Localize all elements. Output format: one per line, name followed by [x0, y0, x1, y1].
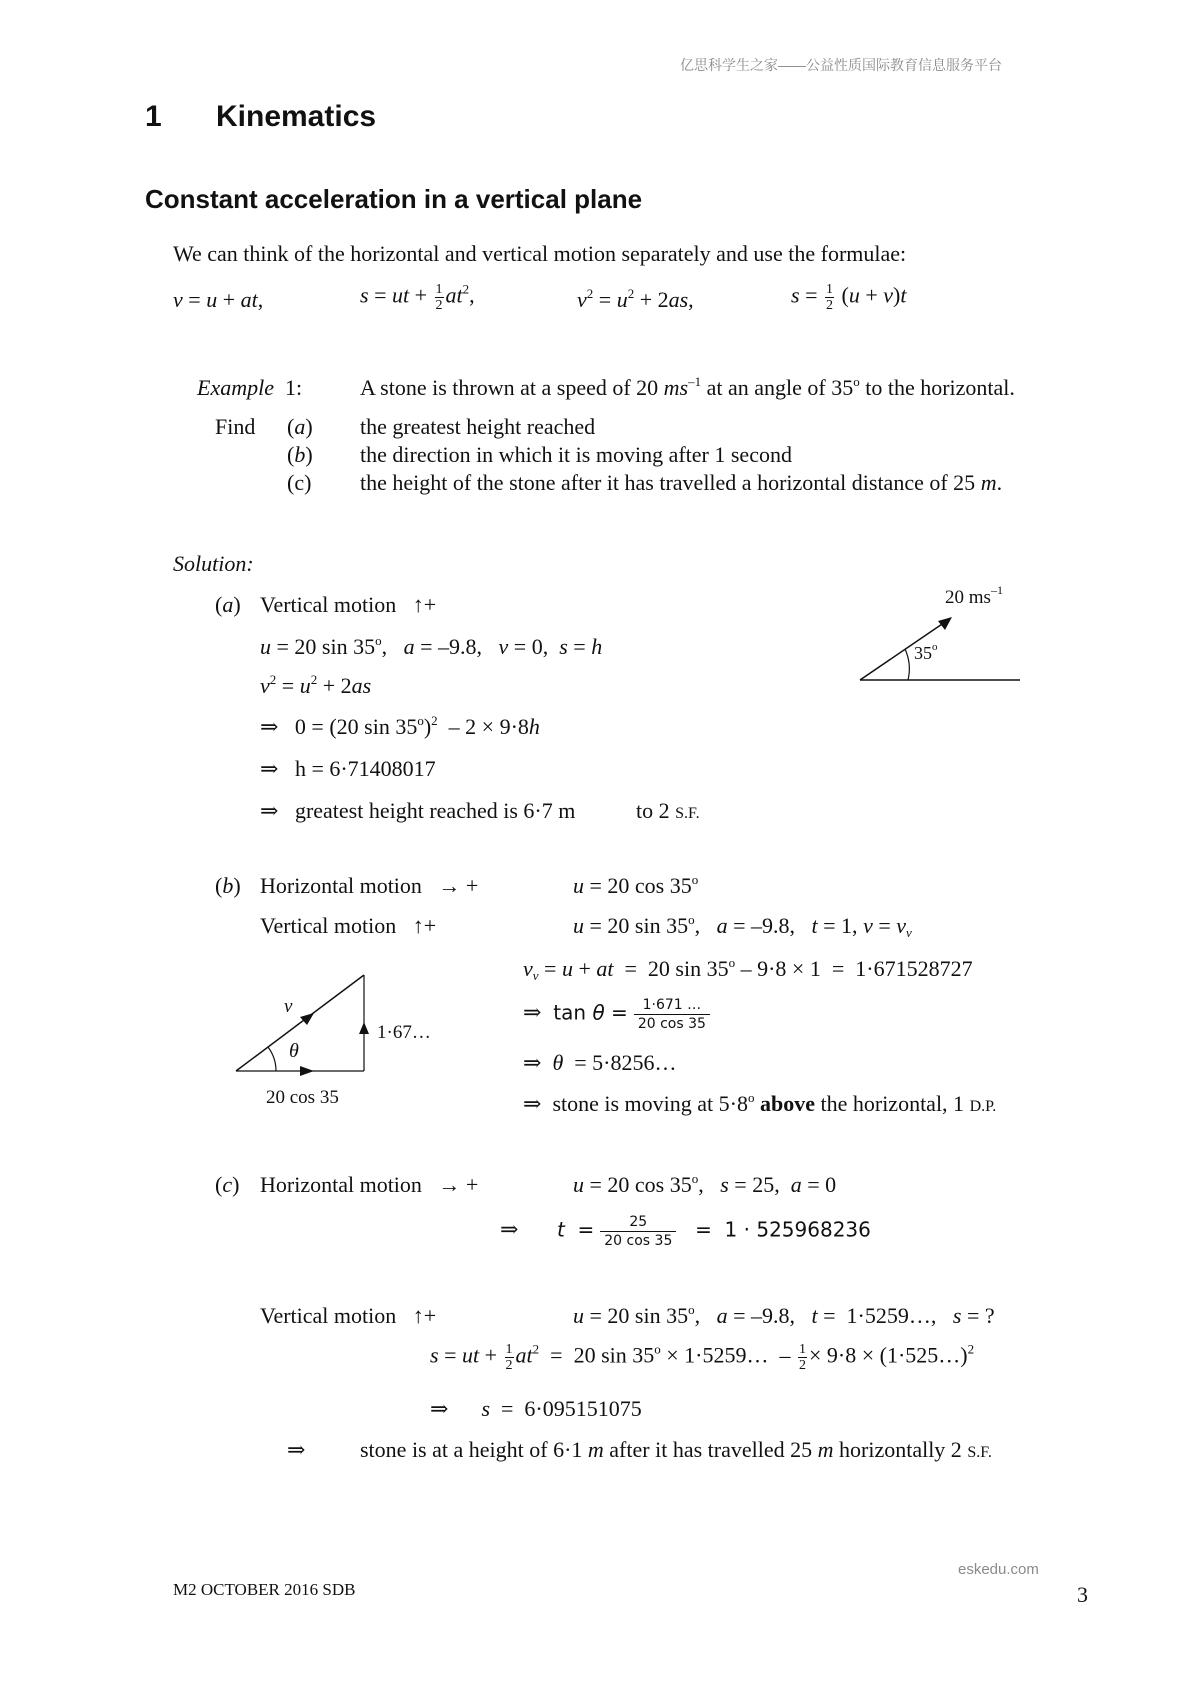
sol-b-theta: ⇒ θ = 5·8256…	[523, 1050, 677, 1075]
footer-watermark: eskedu.com	[958, 1561, 1039, 1578]
sol-c-vertical-eq: u = 20 sin 35$^o$, a = –9.8, t = 1·5259…, s = ?	[573, 1302, 995, 1328]
sol-b-vertical: Vertical motion ↑+	[260, 913, 437, 938]
sol-b-horizontal: Horizontal motion → +	[260, 873, 479, 898]
diagram-b-theta: θ	[289, 1040, 299, 1062]
base-arrow-icon	[300, 1066, 314, 1076]
sol-c-s-value: ⇒ s = 6·095151075	[430, 1396, 642, 1421]
sol-c-arrow: ⇒	[287, 1437, 306, 1462]
header-watermark: 亿思科学生之家——公益性质国际教育信息服务平台	[680, 57, 1002, 73]
part-a-label: (a)	[287, 414, 313, 439]
vertical-arrow-icon	[359, 1022, 369, 1034]
velocity-diagram-a	[850, 585, 1030, 685]
angle-arc-b	[268, 1047, 276, 1071]
velocity-triangle-b	[230, 965, 380, 1085]
angle-arc	[905, 649, 909, 680]
sol-a-line4: ⇒ h = 6·71408017	[260, 756, 436, 781]
arrow-head-icon	[938, 617, 952, 630]
chapter-title: Kinematics	[216, 100, 377, 133]
sol-b-conclusion: ⇒ stone is moving at $5\cdot 8^o$ above the horizontal, 1 D.P.	[523, 1090, 997, 1116]
footer-left: M2 OCTOBER 2016 SDB	[173, 1580, 356, 1599]
example-statement: A stone is thrown at a speed of 20 $ms^{-1}$ at an angle of 35$^o$ to the horizontal.	[360, 374, 1015, 400]
part-c-text: the height of the stone after it has travelled a horizontal distance of 25 m.	[360, 470, 1003, 495]
diagram-a-speed: 20 $ms^{-1}$	[945, 583, 1003, 608]
sol-c-s-eq: s = ut + $\frac{1}{2}$ $at^2 = 20$ $\sin 35^o$ × 1·5259… – $\frac{1}{2}$ × 9·8 × (1·525…)$^2$	[430, 1341, 975, 1373]
part-b-text: the direction in which it is moving after 1 second	[360, 442, 792, 467]
sol-a-sf: to 2 S.F.	[636, 798, 700, 823]
sol-a-title: Vertical motion ↑+	[260, 592, 437, 617]
part-c-label: (c)	[287, 470, 312, 495]
chapter-number: 1	[145, 100, 162, 133]
sol-a-line3: ⇒ 0 = (20 sin 35$^o$)$^2$ – 2 × 9·8h	[260, 713, 540, 739]
sol-c-conclusion: stone is at a height of 6·1 m after it has travelled 25 m horizontally 2 S.F.	[360, 1437, 992, 1462]
diagram-a-angle: 35$^o$	[914, 641, 938, 663]
sol-c-horizontal: Horizontal motion → +	[260, 1172, 479, 1197]
diagram-b-base: 20 cos 35	[266, 1087, 339, 1108]
solution-label: Solution:	[173, 551, 254, 576]
intro-text: We can think of the horizontal and vertical motion separately and use the formulae:	[173, 241, 907, 266]
sol-a-conclusion: ⇒ greatest height reached is 6·7 m	[260, 798, 576, 823]
find-label: Find	[215, 414, 256, 439]
sol-b-tan: ⇒ tan θ = $\frac{1\cdot 671 \dots}{20 \cos 35}$	[523, 996, 716, 1033]
sol-c-time: ⇒ t = $\frac{25}{20 \cos 35}$ = 1 · 525968236	[500, 1214, 871, 1249]
diagram-b-v: v	[284, 996, 293, 1017]
hyp-arrow-icon	[300, 1013, 314, 1025]
sol-b-vertical-eq: u = 20 sin 35$^o$, a = –9.8, t = 1, $v = v_v$	[573, 912, 912, 940]
sol-a-line2: $v^2 = u^2 + 2as$	[260, 672, 372, 698]
page-number: 3	[1077, 1582, 1088, 1607]
formula-1: v = u + at,	[173, 287, 264, 312]
section-title: Constant acceleration in a vertical plane	[145, 184, 643, 214]
formula-3: $v^2 = u^2 + 2as$,	[577, 286, 694, 312]
diagram-b-vertical: 1·67…	[377, 1022, 431, 1043]
part-a-text: the greatest height reached	[360, 414, 596, 439]
sol-b-vv: $v_v = u$ + at = 20 sin 35$^o$ – 9·8 × 1 = 1·671528727	[523, 955, 973, 983]
sol-a-line1: u = 20 sin 35$^o$, a = –9.8, v = 0, s = h	[260, 633, 603, 659]
sol-c-label: (c)	[215, 1172, 240, 1197]
sol-c-vertical: Vertical motion ↑+	[260, 1303, 437, 1328]
formula-4: s = $\frac{1}{2}$ (u + v)t	[791, 282, 907, 313]
triangle-hypotenuse	[236, 975, 364, 1071]
part-b-label: (b)	[287, 442, 313, 467]
example-label: Example 1:	[197, 375, 303, 400]
sol-b-label: (b)	[215, 873, 241, 898]
sol-c-horizontal-eq: u = 20 cos 35$^o$, s = 25, a = 0	[573, 1171, 837, 1197]
sol-b-horizontal-eq: u = 20 cos 35$^o$	[573, 872, 699, 898]
sol-a-label: (a)	[215, 592, 241, 617]
formula-2: s = ut + $\frac{1}{2}$ $at^2$,	[360, 281, 475, 313]
